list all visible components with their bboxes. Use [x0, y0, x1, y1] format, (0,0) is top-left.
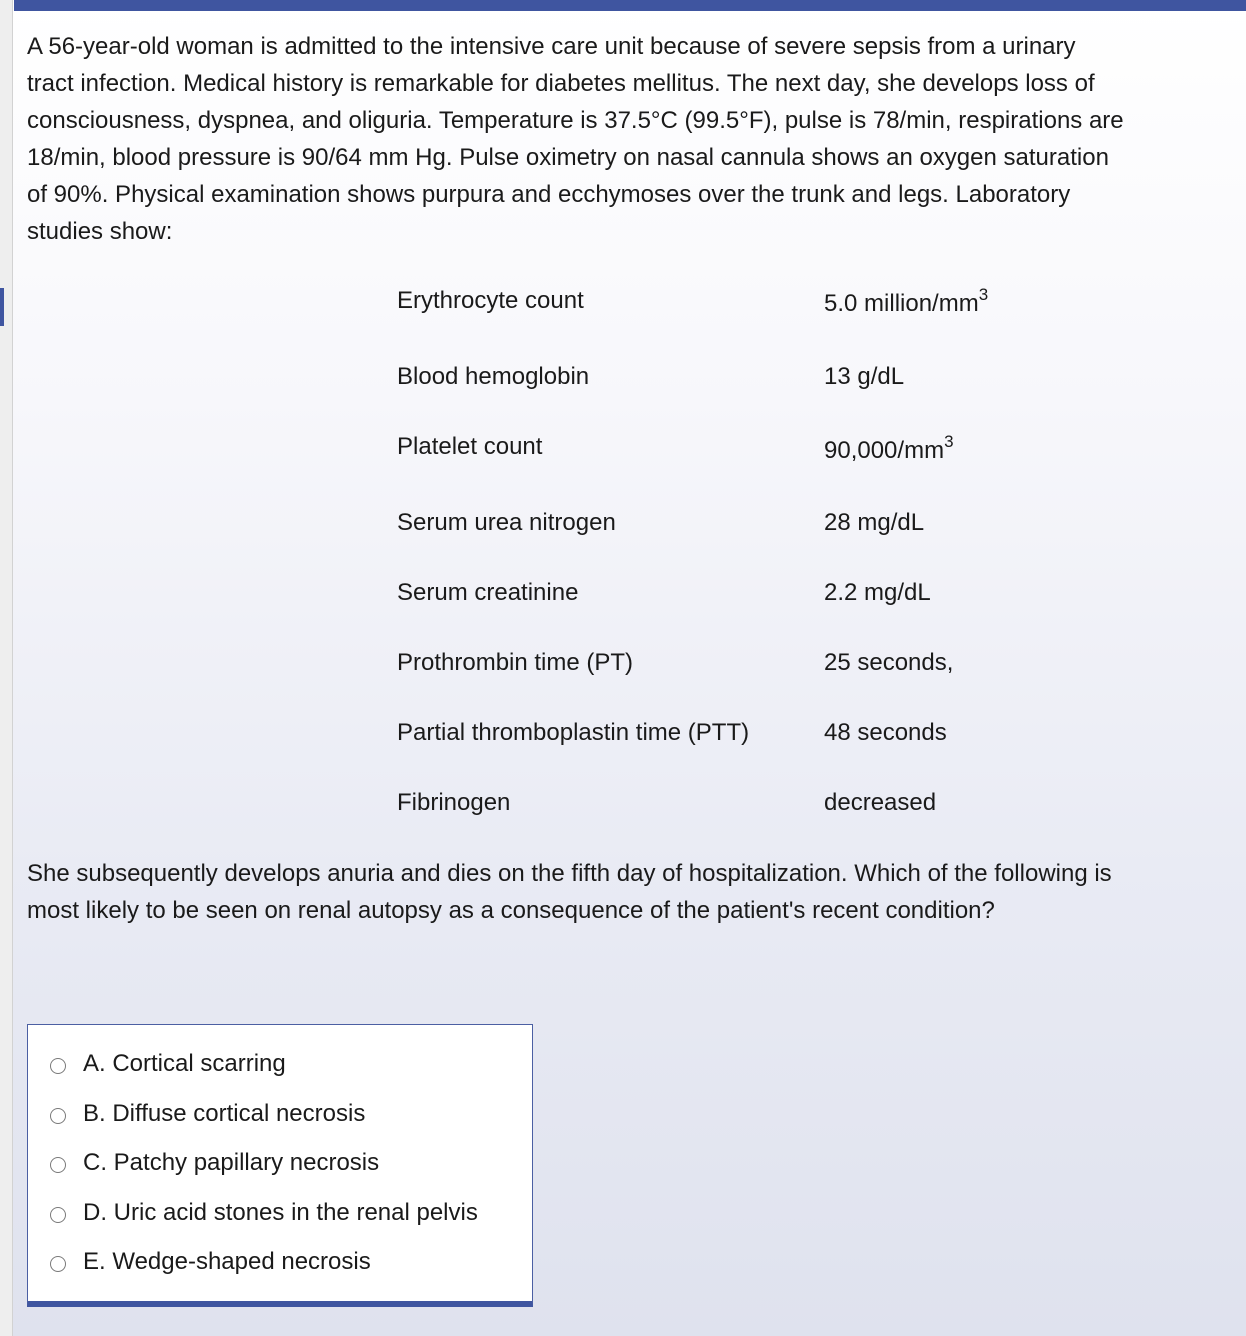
lab-name-fibrinogen: Fibrinogen: [397, 789, 511, 816]
lab-value-serum-urea-nitrogen: 28 mg/dL: [824, 509, 925, 536]
lab-value-prothrombin-time: 25 seconds,: [824, 649, 954, 676]
top-accent-bar: [14, 0, 1246, 11]
lab-name-partial-thromboplastin-time: Partial thromboplastin time (PTT): [397, 719, 750, 746]
radio-button-c[interactable]: [50, 1157, 66, 1173]
answer-label-c: C. Patchy papillary necrosis: [83, 1149, 380, 1176]
radio-button-e[interactable]: [50, 1256, 66, 1272]
answer-option-a[interactable]: [50, 1049, 286, 1079]
lab-value-blood-hemoglobin: 13 g/dL: [824, 363, 905, 390]
lab-name-erythrocyte-count: Erythrocyte count: [397, 287, 584, 314]
question-stem: A 56-year-old woman is admitted to the intensive care unit because of severe sepsis from a urinary tract infection. Medical history is remarkable for diabetes mellitus. The next day, she develops loss of consciousness, dyspnea, and oliguria. Temperature is 37.5°C (99.5°F), pulse is 78/min, respirations are 18/min, blood pressure is 90/64 mm Hg. Pulse oximetry on nasal cannula shows an oxygen saturation of 90%. Physical examination shows purpura and ecchymoses over the trunk and legs. Laboratory studies show:: [27, 33, 1124, 245]
answer-label-b: B. Diffuse cortical necrosis: [83, 1100, 366, 1127]
answer-option-b[interactable]: [50, 1099, 365, 1129]
lab-name-prothrombin-time: Prothrombin time (PT): [397, 649, 634, 676]
left-position-marker: [0, 288, 4, 326]
answer-choices-panel: [27, 1024, 533, 1307]
left-scroll-rail: [0, 0, 13, 1336]
answer-option-e[interactable]: [50, 1247, 371, 1277]
lab-name-platelet-count: Platelet count: [397, 433, 543, 460]
lab-value-partial-thromboplastin-time: 48 seconds: [824, 719, 947, 746]
lab-name-blood-hemoglobin: Blood hemoglobin: [397, 363, 590, 390]
answer-label-a: A. Cortical scarring: [83, 1050, 286, 1077]
lab-value-platelet-count: $90,000/mm^3$: [824, 432, 954, 464]
answer-label-d: D. Uric acid stones in the renal pelvis: [83, 1199, 478, 1226]
lab-value-serum-creatinine: 2.2 mg/dL: [824, 579, 931, 606]
question-followup: She subsequently develops anuria and dies on the fifth day of hospitalization. Which of the following is most likely to be seen on renal autopsy as a consequence of the patient's recent condition?: [27, 860, 1112, 924]
answer-label-e: E. Wedge-shaped necrosis: [83, 1248, 371, 1275]
lab-value-erythrocyte-count: 5.0 million/$mm^3$: [824, 285, 989, 317]
lab-value-fibrinogen: decreased: [824, 789, 937, 816]
radio-button-b[interactable]: [50, 1108, 66, 1124]
answer-option-d[interactable]: [50, 1198, 478, 1228]
radio-button-a[interactable]: [50, 1058, 66, 1074]
lab-name-serum-urea-nitrogen: Serum urea nitrogen: [397, 509, 616, 536]
radio-button-d[interactable]: [50, 1207, 66, 1223]
answer-option-c[interactable]: [50, 1148, 379, 1178]
lab-name-serum-creatinine: Serum creatinine: [397, 579, 579, 606]
